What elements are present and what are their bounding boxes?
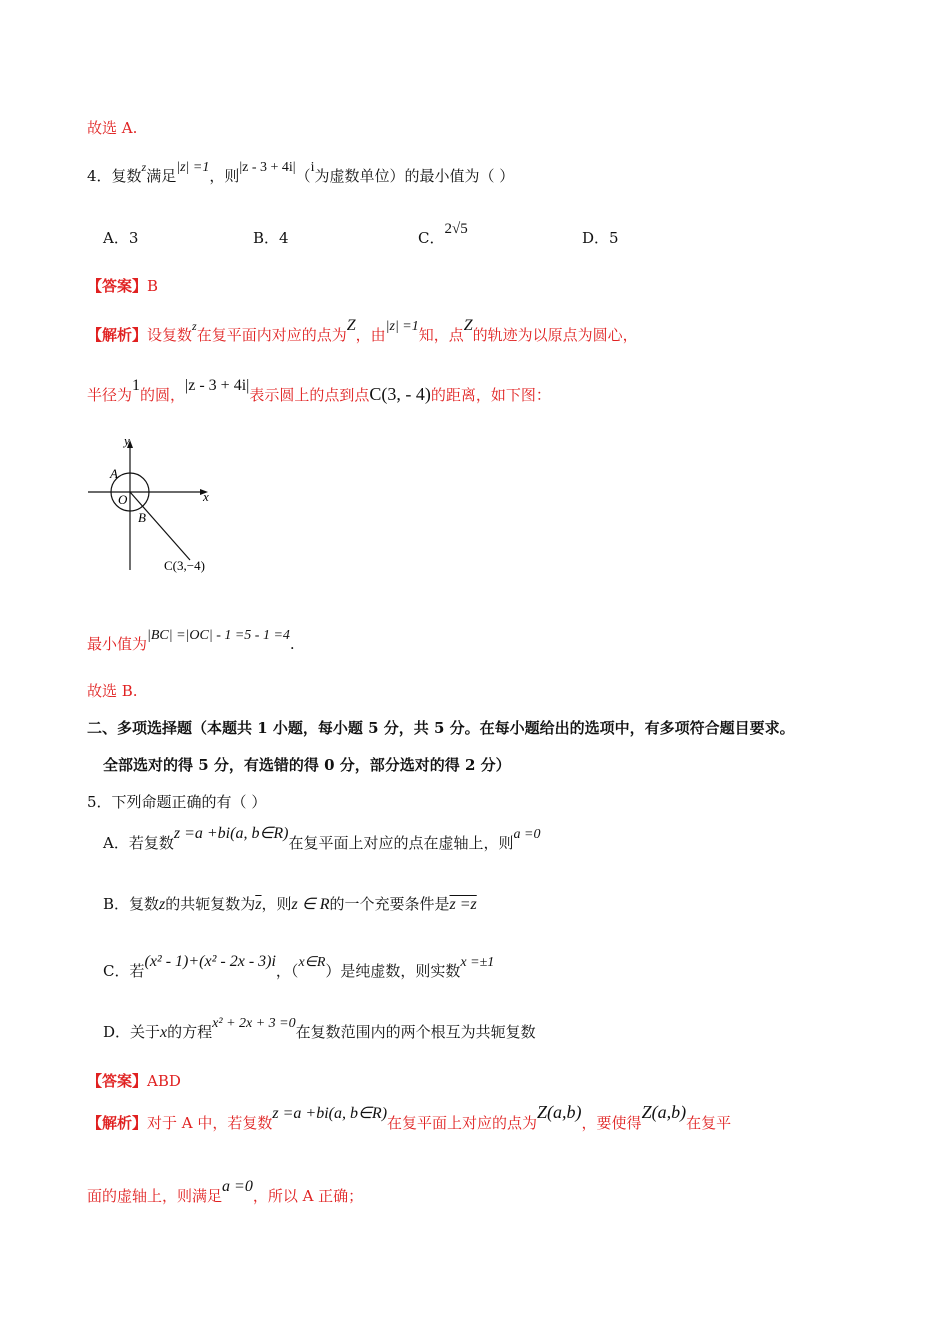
q5-b-var-z: z: [159, 896, 166, 913]
exp5-text-3: ，要使得: [581, 1114, 642, 1132]
q5-option-b: [103, 894, 477, 915]
exp4-var-z: z: [192, 319, 197, 333]
question-4-stem: [87, 160, 515, 188]
q4-option-c-value: 2√5: [444, 221, 468, 237]
answer-value: B: [147, 277, 159, 295]
q4-text-3: （: [295, 167, 311, 185]
exp4-text-1: 设复数: [147, 326, 193, 344]
q5-a-expr: z =a +bi(a, b∈R): [173, 825, 289, 842]
section-2-heading-cont: 全部选对的得 5 分，有选错的得 0 分，部分选对的得 2 分）: [103, 756, 511, 774]
exp5-text-1: 对于 A 中，若复数: [147, 1114, 273, 1132]
conclusion-line: 故选 A.: [87, 119, 138, 137]
q5-d-text-2: 在复数范围内的两个根互为共轭复数: [295, 1023, 536, 1041]
explanation-tag: 【解析】: [87, 326, 148, 344]
q4-text-1: 满足: [146, 167, 177, 185]
segment-OC: [130, 492, 190, 560]
explanation-tag: 【解析】: [87, 1114, 148, 1132]
q4-explanation-line-2: [87, 377, 551, 406]
q5-explanation-line-1: [87, 1102, 732, 1134]
q4-explanation-line-1: [87, 317, 638, 347]
exp4-text-5: 的轨迹为以原点为圆心，: [472, 326, 638, 344]
q5-d-var-x: x: [160, 1024, 168, 1041]
q5-d-equation: x² + 2x + 3 =0: [212, 1016, 296, 1031]
question-5-stem: 5．下列命题正确的有（ ）: [87, 793, 267, 811]
q4-condition: |z| =1: [176, 160, 210, 175]
exp5-point-2: Z(a,b): [641, 1102, 687, 1122]
exp5-text-5: 面的虚轴上，则满足: [87, 1187, 223, 1205]
x-axis-label: x: [203, 489, 209, 504]
exp4-point-Z-2: Z: [463, 317, 473, 334]
exp4-point-Z: Z: [346, 317, 356, 334]
exp4-expression: |z - 3 + 4i|: [185, 377, 250, 394]
q4-min-value-line: [87, 628, 295, 656]
q4-expression: |z - 3 + 4i|: [239, 160, 296, 175]
q5-c-text-1: ，（: [275, 962, 299, 980]
section-2-heading: 二、多项选择题（本题共 1 小题，每小题 5 分，共 5 分。在每小题给出的选项中，有多项符合题目要求。: [87, 719, 795, 737]
exp4-point-C: C(3, - 4): [369, 384, 431, 404]
exp5-text-2: 在复平面上对应的点为: [387, 1114, 538, 1132]
select-b-line: 故选 B.: [87, 682, 138, 700]
min-expression: |BC| =|OC| - 1 =5 - 1 =4: [147, 628, 290, 643]
q5-a-text: 在复平面上对应的点在虚轴上，则: [288, 834, 514, 852]
coordinate-figure: [86, 430, 226, 580]
q5-c-result: x =±1: [460, 955, 495, 970]
exp4-text-7: 的圆，: [140, 386, 186, 404]
min-period: .: [289, 635, 295, 653]
q4-option-c-label: C．: [418, 229, 445, 247]
q5-d-label: D．关于: [103, 1023, 161, 1041]
exp4-condition: |z| =1: [385, 319, 419, 334]
q4-var-z: z: [141, 160, 147, 174]
q5-b-condition: z ∈ R: [291, 896, 330, 913]
point-A-label: A: [110, 466, 118, 481]
answer-value: ABD: [147, 1072, 181, 1090]
q4-option-b: B．4: [253, 229, 289, 247]
origin-label: O: [118, 492, 128, 507]
exp5-text-6: ，所以 A 正确；: [252, 1187, 364, 1205]
q4-option-a: A．3: [103, 229, 139, 247]
q4-text-4: 为虚数单位）的最小值为（ ）: [314, 167, 515, 185]
q5-option-d: [103, 1016, 536, 1044]
answer-tag: 【答案】: [87, 1072, 148, 1090]
q5-a-result: a =0: [513, 827, 541, 842]
q5-c-expr: (x² - 1)+(x² - 2x - 3)i: [144, 953, 276, 970]
exp4-radius: 1: [132, 377, 141, 394]
y-axis-label: y: [124, 433, 130, 448]
q5-b-text-1: 的共轭复数为: [165, 895, 256, 913]
point-B-label: B: [138, 510, 146, 525]
point-C-label: C(3,−4): [164, 558, 205, 573]
q5-b-text-2: ，则: [261, 895, 292, 913]
exp5-expr: z =a +bi(a, b∈R): [272, 1105, 388, 1122]
exp4-text-2: 在复平面内对应的点为: [196, 326, 347, 344]
exp5-point-1: Z(a,b): [537, 1102, 582, 1122]
exp5-result: a =0: [222, 1178, 253, 1195]
exp4-text-6: 半径为: [87, 386, 133, 404]
q5-b-label: B．复数: [103, 895, 160, 913]
exp5-text-4: 在复平: [686, 1114, 732, 1132]
answer-tag: 【答案】: [87, 277, 148, 295]
q5-b-text-3: 的一个充要条件是: [329, 895, 450, 913]
q5-c-text-2: ）是纯虚数，则实数: [325, 962, 461, 980]
q4-answer: [87, 276, 158, 296]
q4-number: 4．复数: [87, 167, 142, 185]
exp4-text-9: 的距离，如下图：: [430, 386, 551, 404]
q5-option-c: [103, 953, 495, 983]
q4-text-2: ，则: [209, 167, 240, 185]
exp4-text-4: 知，点: [418, 326, 464, 344]
q5-explanation-line-2: [87, 1178, 364, 1207]
q5-a-label: A．若复数: [103, 834, 174, 852]
q5-c-label: C．若: [103, 962, 145, 980]
exp4-text-3: ，由: [355, 326, 386, 344]
q5-d-text-1: 的方程: [167, 1023, 213, 1041]
q5-b-conjugate: $\overline{z}$: [255, 896, 262, 913]
q4-option-c: [418, 221, 468, 249]
exp4-text-8: 表示圆上的点到点: [249, 386, 370, 404]
q5-answer: [87, 1071, 181, 1091]
q5-option-a: [103, 825, 541, 855]
q5-c-condition: x∈R: [298, 955, 326, 970]
q5-b-result: z =z: [449, 896, 477, 913]
q4-imag-unit: i: [310, 160, 315, 175]
min-text: 最小值为: [87, 635, 148, 653]
q4-option-d: D．5: [582, 229, 619, 247]
